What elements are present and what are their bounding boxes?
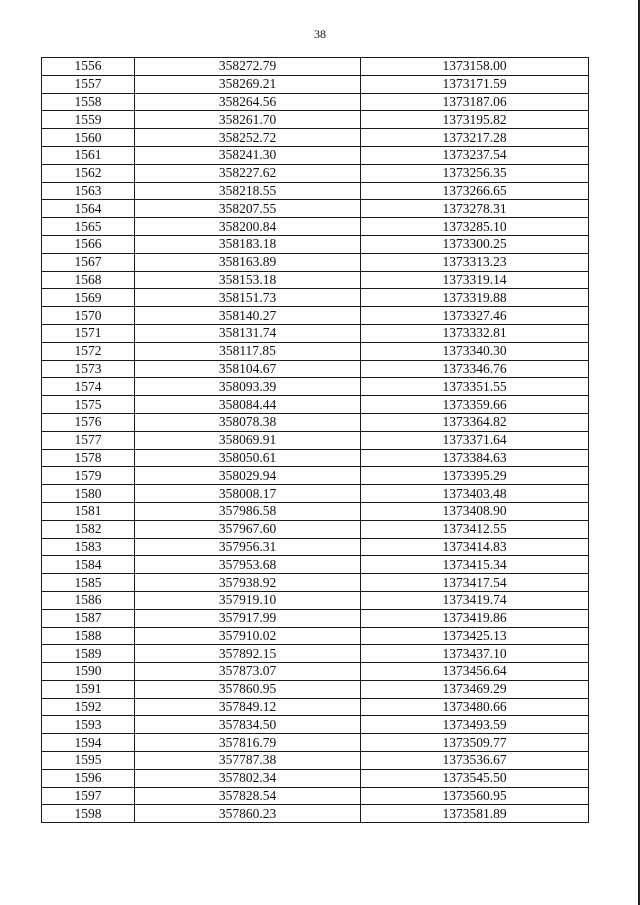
table-row bbox=[42, 645, 589, 663]
y-coordinate-cell: 1373285.10 bbox=[361, 218, 589, 236]
table-row bbox=[42, 307, 589, 325]
table-row bbox=[42, 752, 589, 770]
table-row bbox=[42, 324, 589, 342]
y-coordinate-cell: 1373313.23 bbox=[361, 253, 589, 271]
point-number-cell: 1580 bbox=[42, 485, 135, 503]
y-coordinate-cell: 1373536.67 bbox=[361, 752, 589, 770]
x-coordinate-cell: 358163.89 bbox=[135, 253, 361, 271]
table-row bbox=[42, 75, 589, 93]
y-coordinate-cell: 1373364.82 bbox=[361, 413, 589, 431]
y-coordinate-cell: 1373417.54 bbox=[361, 574, 589, 592]
y-coordinate-cell: 1373509.77 bbox=[361, 734, 589, 752]
table-row bbox=[42, 627, 589, 645]
x-coordinate-cell: 358029.94 bbox=[135, 467, 361, 485]
point-number-cell: 1570 bbox=[42, 307, 135, 325]
point-number-cell: 1569 bbox=[42, 289, 135, 307]
point-number-cell: 1597 bbox=[42, 787, 135, 805]
y-coordinate-cell: 1373278.31 bbox=[361, 200, 589, 218]
x-coordinate-cell: 357910.02 bbox=[135, 627, 361, 645]
y-coordinate-cell: 1373581.89 bbox=[361, 805, 589, 823]
table-row bbox=[42, 253, 589, 271]
y-coordinate-cell: 1373256.35 bbox=[361, 164, 589, 182]
point-number-cell: 1585 bbox=[42, 574, 135, 592]
y-coordinate-cell: 1373408.90 bbox=[361, 502, 589, 520]
point-number-cell: 1578 bbox=[42, 449, 135, 467]
point-number-cell: 1584 bbox=[42, 556, 135, 574]
y-coordinate-cell: 1373300.25 bbox=[361, 235, 589, 253]
x-coordinate-cell: 358272.79 bbox=[135, 58, 361, 76]
table-row bbox=[42, 591, 589, 609]
point-number-cell: 1589 bbox=[42, 645, 135, 663]
point-number-cell: 1558 bbox=[42, 93, 135, 111]
y-coordinate-cell: 1373493.59 bbox=[361, 716, 589, 734]
y-coordinate-cell: 1373437.10 bbox=[361, 645, 589, 663]
x-coordinate-cell: 357967.60 bbox=[135, 520, 361, 538]
y-coordinate-cell: 1373340.30 bbox=[361, 342, 589, 360]
point-number-cell: 1583 bbox=[42, 538, 135, 556]
point-number-cell: 1596 bbox=[42, 769, 135, 787]
table-row bbox=[42, 378, 589, 396]
table-row bbox=[42, 342, 589, 360]
table-row bbox=[42, 787, 589, 805]
x-coordinate-cell: 358084.44 bbox=[135, 396, 361, 414]
table-row bbox=[42, 431, 589, 449]
x-coordinate-cell: 357917.99 bbox=[135, 609, 361, 627]
y-coordinate-cell: 1373266.65 bbox=[361, 182, 589, 200]
table-row bbox=[42, 360, 589, 378]
point-number-cell: 1575 bbox=[42, 396, 135, 414]
point-number-cell: 1593 bbox=[42, 716, 135, 734]
x-coordinate-cell: 358050.61 bbox=[135, 449, 361, 467]
point-number-cell: 1595 bbox=[42, 752, 135, 770]
point-number-cell: 1557 bbox=[42, 75, 135, 93]
x-coordinate-cell: 357953.68 bbox=[135, 556, 361, 574]
y-coordinate-cell: 1373403.48 bbox=[361, 485, 589, 503]
x-coordinate-cell: 358227.62 bbox=[135, 164, 361, 182]
x-coordinate-cell: 358151.73 bbox=[135, 289, 361, 307]
table-row bbox=[42, 449, 589, 467]
table-row bbox=[42, 609, 589, 627]
x-coordinate-cell: 357828.54 bbox=[135, 787, 361, 805]
y-coordinate-cell: 1373419.74 bbox=[361, 591, 589, 609]
point-number-cell: 1588 bbox=[42, 627, 135, 645]
table-row bbox=[42, 129, 589, 147]
point-number-cell: 1581 bbox=[42, 502, 135, 520]
point-number-cell: 1577 bbox=[42, 431, 135, 449]
table-row bbox=[42, 574, 589, 592]
x-coordinate-cell: 358078.38 bbox=[135, 413, 361, 431]
y-coordinate-cell: 1373371.64 bbox=[361, 431, 589, 449]
point-number-cell: 1573 bbox=[42, 360, 135, 378]
table-row bbox=[42, 467, 589, 485]
x-coordinate-cell: 358264.56 bbox=[135, 93, 361, 111]
point-number-cell: 1576 bbox=[42, 413, 135, 431]
x-coordinate-cell: 357892.15 bbox=[135, 645, 361, 663]
x-coordinate-cell: 358131.74 bbox=[135, 324, 361, 342]
point-number-cell: 1582 bbox=[42, 520, 135, 538]
x-coordinate-cell: 358183.18 bbox=[135, 235, 361, 253]
y-coordinate-cell: 1373414.83 bbox=[361, 538, 589, 556]
table-row bbox=[42, 218, 589, 236]
table-row bbox=[42, 485, 589, 503]
x-coordinate-cell: 358241.30 bbox=[135, 146, 361, 164]
point-number-cell: 1579 bbox=[42, 467, 135, 485]
x-coordinate-cell: 357956.31 bbox=[135, 538, 361, 556]
point-number-cell: 1594 bbox=[42, 734, 135, 752]
y-coordinate-cell: 1373359.66 bbox=[361, 396, 589, 414]
y-coordinate-cell: 1373346.76 bbox=[361, 360, 589, 378]
point-number-cell: 1574 bbox=[42, 378, 135, 396]
table-row bbox=[42, 396, 589, 414]
x-coordinate-cell: 358261.70 bbox=[135, 111, 361, 129]
x-coordinate-cell: 358069.91 bbox=[135, 431, 361, 449]
y-coordinate-cell: 1373158.00 bbox=[361, 58, 589, 76]
table-row bbox=[42, 502, 589, 520]
y-coordinate-cell: 1373419.86 bbox=[361, 609, 589, 627]
y-coordinate-cell: 1373456.64 bbox=[361, 663, 589, 681]
point-number-cell: 1571 bbox=[42, 324, 135, 342]
point-number-cell: 1567 bbox=[42, 253, 135, 271]
y-coordinate-cell: 1373332.81 bbox=[361, 324, 589, 342]
table-row bbox=[42, 235, 589, 253]
table-row bbox=[42, 698, 589, 716]
point-number-cell: 1556 bbox=[42, 58, 135, 76]
y-coordinate-cell: 1373395.29 bbox=[361, 467, 589, 485]
coordinates-table-body bbox=[42, 58, 589, 823]
x-coordinate-cell: 358104.67 bbox=[135, 360, 361, 378]
point-number-cell: 1598 bbox=[42, 805, 135, 823]
table-row bbox=[42, 200, 589, 218]
y-coordinate-cell: 1373237.54 bbox=[361, 146, 589, 164]
table-row bbox=[42, 271, 589, 289]
table-row bbox=[42, 111, 589, 129]
point-number-cell: 1566 bbox=[42, 235, 135, 253]
point-number-cell: 1565 bbox=[42, 218, 135, 236]
y-coordinate-cell: 1373319.14 bbox=[361, 271, 589, 289]
x-coordinate-cell: 358269.21 bbox=[135, 75, 361, 93]
point-number-cell: 1559 bbox=[42, 111, 135, 129]
y-coordinate-cell: 1373469.29 bbox=[361, 680, 589, 698]
table-row bbox=[42, 556, 589, 574]
y-coordinate-cell: 1373195.82 bbox=[361, 111, 589, 129]
x-coordinate-cell: 357802.34 bbox=[135, 769, 361, 787]
table-row bbox=[42, 93, 589, 111]
x-coordinate-cell: 357860.95 bbox=[135, 680, 361, 698]
x-coordinate-cell: 357860.23 bbox=[135, 805, 361, 823]
x-coordinate-cell: 358207.55 bbox=[135, 200, 361, 218]
table-row bbox=[42, 164, 589, 182]
point-number-cell: 1592 bbox=[42, 698, 135, 716]
point-number-cell: 1560 bbox=[42, 129, 135, 147]
x-coordinate-cell: 358153.18 bbox=[135, 271, 361, 289]
table-row bbox=[42, 538, 589, 556]
table-row bbox=[42, 182, 589, 200]
y-coordinate-cell: 1373327.46 bbox=[361, 307, 589, 325]
y-coordinate-cell: 1373412.55 bbox=[361, 520, 589, 538]
table-row bbox=[42, 805, 589, 823]
x-coordinate-cell: 357938.92 bbox=[135, 574, 361, 592]
y-coordinate-cell: 1373217.28 bbox=[361, 129, 589, 147]
x-coordinate-cell: 358200.84 bbox=[135, 218, 361, 236]
point-number-cell: 1564 bbox=[42, 200, 135, 218]
y-coordinate-cell: 1373480.66 bbox=[361, 698, 589, 716]
y-coordinate-cell: 1373351.55 bbox=[361, 378, 589, 396]
table-row bbox=[42, 769, 589, 787]
x-coordinate-cell: 357834.50 bbox=[135, 716, 361, 734]
x-coordinate-cell: 357849.12 bbox=[135, 698, 361, 716]
x-coordinate-cell: 357986.58 bbox=[135, 502, 361, 520]
x-coordinate-cell: 358140.27 bbox=[135, 307, 361, 325]
y-coordinate-cell: 1373415.34 bbox=[361, 556, 589, 574]
point-number-cell: 1591 bbox=[42, 680, 135, 698]
x-coordinate-cell: 358252.72 bbox=[135, 129, 361, 147]
table-row bbox=[42, 413, 589, 431]
point-number-cell: 1563 bbox=[42, 182, 135, 200]
y-coordinate-cell: 1373187.06 bbox=[361, 93, 589, 111]
point-number-cell: 1572 bbox=[42, 342, 135, 360]
table-row bbox=[42, 716, 589, 734]
y-coordinate-cell: 1373384.63 bbox=[361, 449, 589, 467]
point-number-cell: 1590 bbox=[42, 663, 135, 681]
x-coordinate-cell: 357816.79 bbox=[135, 734, 361, 752]
point-number-cell: 1568 bbox=[42, 271, 135, 289]
table-row bbox=[42, 680, 589, 698]
page-number: 38 bbox=[314, 27, 326, 41]
y-coordinate-cell: 1373545.50 bbox=[361, 769, 589, 787]
y-coordinate-cell: 1373171.59 bbox=[361, 75, 589, 93]
x-coordinate-cell: 358093.39 bbox=[135, 378, 361, 396]
x-coordinate-cell: 358008.17 bbox=[135, 485, 361, 503]
table-row bbox=[42, 289, 589, 307]
point-number-cell: 1562 bbox=[42, 164, 135, 182]
coordinates-table bbox=[41, 57, 589, 823]
y-coordinate-cell: 1373425.13 bbox=[361, 627, 589, 645]
table-row bbox=[42, 58, 589, 76]
table-row bbox=[42, 734, 589, 752]
x-coordinate-cell: 357919.10 bbox=[135, 591, 361, 609]
x-coordinate-cell: 358117.85 bbox=[135, 342, 361, 360]
x-coordinate-cell: 358218.55 bbox=[135, 182, 361, 200]
y-coordinate-cell: 1373560.95 bbox=[361, 787, 589, 805]
table-row bbox=[42, 663, 589, 681]
x-coordinate-cell: 357873.07 bbox=[135, 663, 361, 681]
table-row bbox=[42, 146, 589, 164]
point-number-cell: 1561 bbox=[42, 146, 135, 164]
point-number-cell: 1586 bbox=[42, 591, 135, 609]
point-number-cell: 1587 bbox=[42, 609, 135, 627]
x-coordinate-cell: 357787.38 bbox=[135, 752, 361, 770]
y-coordinate-cell: 1373319.88 bbox=[361, 289, 589, 307]
table-row bbox=[42, 520, 589, 538]
